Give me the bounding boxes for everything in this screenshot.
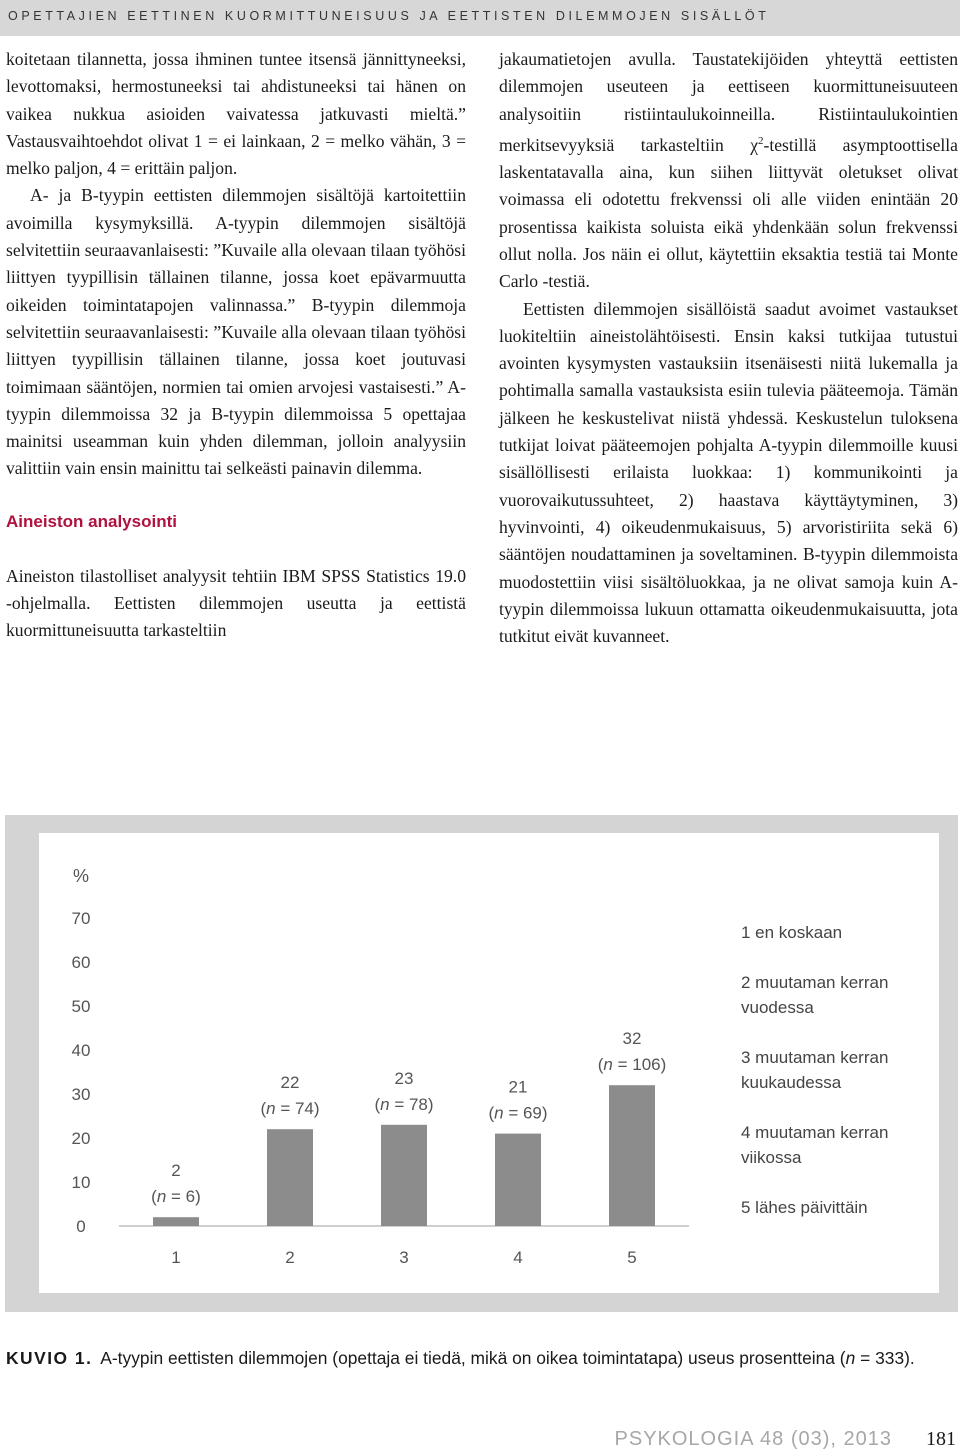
y-tick-label: 50 xyxy=(71,997,91,1016)
x-tick-label: 2 xyxy=(285,1248,295,1267)
right-paragraph-1-part1: jakaumatietojen avulla. Taustatekijöiden yhteyttä eettisten dilemmojen useuteen ja eettiseen kuormittuneisuuteen analysoitiin ristiintaulukoinneilla. Ristiintaulukointien merkitsevyyksiä tarkasteltiin xyxy=(499,49,958,155)
legend-entry: 3 muutaman kerran xyxy=(741,1048,889,1067)
legend-entry: 5 lähes päivittäin xyxy=(741,1198,868,1217)
figure-frame xyxy=(5,815,958,1312)
legend-entry: 2 muutaman kerran xyxy=(741,973,889,992)
y-tick-label: 40 xyxy=(71,1041,91,1060)
section-heading: Aineiston analysointi xyxy=(6,511,177,531)
chart-bar xyxy=(609,1085,655,1226)
journal-footer: PSYKOLOGIA 48 (03), 2013 xyxy=(614,1428,892,1450)
chi-symbol: χ xyxy=(750,134,758,155)
right-paragraph-1 xyxy=(499,46,958,296)
legend-entry: vuodessa xyxy=(741,998,814,1017)
y-tick-label: 60 xyxy=(71,953,91,972)
page-number: 181 xyxy=(926,1428,956,1450)
legend-entry: 4 muutaman kerran xyxy=(741,1123,889,1142)
chart-bar xyxy=(267,1129,313,1226)
running-title: OPETTAJIEN EETTINEN KUORMITTUNEISUUS JA EETTISTEN DILEMMOJEN SISÄLLÖT xyxy=(8,9,770,23)
legend-entry: kuukaudessa xyxy=(741,1073,842,1092)
data-value-label: 23 xyxy=(394,1068,414,1088)
y-tick-label: 20 xyxy=(71,1129,91,1148)
x-tick-label: 5 xyxy=(627,1248,637,1267)
x-tick-label: 4 xyxy=(513,1248,523,1267)
data-value-label: 32 xyxy=(622,1029,642,1049)
y-tick-label: 10 xyxy=(71,1173,91,1192)
x-tick-label: 3 xyxy=(399,1248,409,1267)
left-paragraph-1: koitetaan tilannetta, jossa ihminen tuntee itsensä jännittyneeksi, levottomaksi, hermostuneeksi tai ahdistuneeksi tai hänen on vaikea nukkua asioiden vaivatessa jatkuvasti mieltä.” Vastausvaihtoehdot olivat 1 = ei lainkaan, 2 = melko vähän, 3 = melko paljon, 4 = erittäin paljon. xyxy=(6,49,466,179)
right-paragraph-1-part2: -testillä asymptoottisella laskentatavalla aina, kun siihen liittyvät oletukset olivat voimassa eli odotettu frekvenssi oli alle viiden enintään 20 prosentissa kaikista soluista eikä yhdenkään solun frekvenssi ollut nolla. Jos näin ei ollut, käytettiin eksaktia testiä tai Monte Carlo -testiä. xyxy=(499,134,958,292)
left-paragraph-2: A- ja B-tyypin eettisten dilemmojen sisältöjä kartoitettiin avoimilla kysymyksillä. A-tyypin dilemmojen sisältöjä selvitettiin seuraavanlaisesti: ”Kuvaile alla olevaan tilaan työhösi liittyen tyypillisin tällainen tilanne, jossa koet epävarmuutta oikeiden toimintatapojen valinnassa.” B-tyypin dilemmoja selvitettiin seuraavanlaisesti: ”Kuvaile alla olevaan tilaan työhösi liittyen tyypillisin tällainen tilanne, jossa koet joutuvasi toimimaan sääntöjen, normien tai omien arvojesi vastaisesti.” A-tyypin dilemmoissa 32 ja B-tyypin dilemmoissa 5 opettajaa mainitsi useamman kuin yhden dilemman, jolloin analyysiin valittiin vain ensin mainittu tai selkeästi painavin dilemma. xyxy=(6,185,466,479)
caption-text-part1: A-tyypin eettisten dilemmojen (opettaja ei tiedä, mikä on oikea toimintatapa) useus prosentteina ( xyxy=(96,1348,846,1368)
y-axis-label: % xyxy=(72,866,90,886)
left-column xyxy=(6,46,466,645)
data-n-label: (n = 6) xyxy=(151,1187,201,1207)
data-value-label: 22 xyxy=(280,1073,300,1093)
data-n-label: (n = 69) xyxy=(488,1103,548,1123)
data-n-label: (n = 106) xyxy=(597,1055,667,1075)
chi-superscript: 2 xyxy=(758,134,764,147)
data-n-label: (n = 78) xyxy=(374,1094,434,1114)
running-header-bar xyxy=(0,0,960,36)
caption-n: n xyxy=(845,1348,856,1368)
chart-area xyxy=(39,833,939,1293)
chart-bar xyxy=(495,1134,541,1226)
x-tick-label: 1 xyxy=(171,1248,181,1267)
bar-chart xyxy=(39,833,939,1293)
data-value-label: 2 xyxy=(171,1161,181,1181)
legend-entry: 1 en koskaan xyxy=(741,923,843,942)
caption-label: KUVIO 1. xyxy=(6,1348,93,1368)
data-n-label: (n = 74) xyxy=(260,1099,320,1119)
right-paragraph-2: Eettisten dilemmojen sisällöistä saadut avoimet vastaukset luokiteltiin aineistolähtöisesti. Ensin kaksi tutkijaa tutustui avointen kysymysten vastauksiin itsenäisesti niitä lukemalla ja pohtimalla samalla vastauksista esiin tulevia pääteemoja. Tämän jälkeen he keskustelivat niistä yhdessä. Keskustelun tuloksena tutkijat loivat pääteemojen pohjalta A-tyypin dilemmoille kuusi sisällöllisesti erilaista luokkaa: 1) kommunikointi ja vuorovaikutussuhteet, 2) haastava käyttäytyminen, 3) hyvinvointi, 4) oikeudenmukaisuus, 5) arvoristiriita sekä 6) sääntöjen noudattaminen ja soveltaminen. B-tyypin dilemmoista muodostettiin viisi sisältöluokkaa, ja ne olivat samoja kuin A-tyypin dilemmoissa lukuun ottamatta oikeudenmukaisuutta, jota tutkitut eivät kuvanneet. xyxy=(499,298,958,647)
y-tick-label: 30 xyxy=(71,1085,91,1104)
figure-caption xyxy=(6,1345,956,1372)
chart-bar xyxy=(381,1125,427,1226)
y-tick-label: 70 xyxy=(71,909,91,928)
left-paragraph-3: Aineiston tilastolliset analyysit tehtiin IBM SPSS Statistics 19.0 -ohjelmalla. Eettisten dilemmojen useutta ja eettistä kuormittuneisuutta tarkasteltiin xyxy=(6,565,466,641)
right-column xyxy=(499,46,958,650)
y-tick-label: 0 xyxy=(76,1217,86,1236)
caption-text-part2: = 333). xyxy=(855,1348,915,1368)
data-value-label: 21 xyxy=(508,1077,528,1097)
chart-bar xyxy=(153,1217,199,1226)
legend-entry: viikossa xyxy=(741,1148,802,1167)
